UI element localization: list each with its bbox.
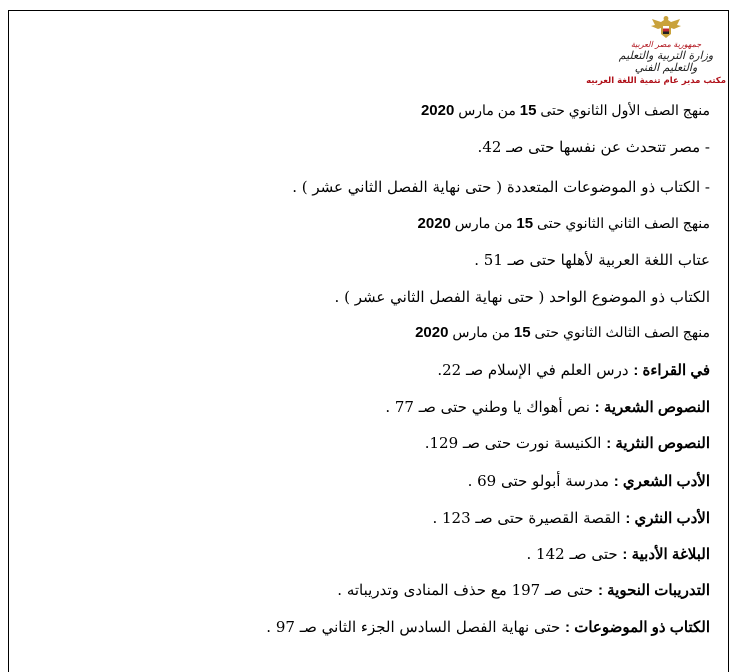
grade3-item-text: نص أهواك يا وطني حتى صـ 77 . xyxy=(385,398,590,416)
grade1-item-1: - مصر تتحدث عن نفسها حتى صـ 42. xyxy=(477,138,710,156)
grade3-year: 2020 xyxy=(415,324,449,341)
grade3-item-rhetoric xyxy=(526,545,710,563)
grade2-title-text: منهج الصف الثاني الثانوي حتى xyxy=(536,215,710,231)
grade1-title-text: منهج الصف الأول الثانوي حتى xyxy=(540,102,710,118)
grade3-item-poetry-texts xyxy=(385,398,710,416)
grade2-month: من مارس xyxy=(454,215,513,231)
grade1-month: من مارس xyxy=(458,102,516,118)
ministry-line-1: جمهورية مصر العربية xyxy=(630,40,702,49)
ministry-line-3: والتعليم الفني xyxy=(634,61,698,74)
grade3-item-label: في القراءة : xyxy=(633,362,710,379)
grade3-item-poetic-literature xyxy=(468,472,710,490)
grade2-day: 15 xyxy=(516,215,534,232)
grade1-day: 15 xyxy=(519,102,537,119)
grade1-title xyxy=(421,102,710,119)
grade3-item-prose-literature xyxy=(432,509,710,527)
grade1-item-2: - الكتاب ذو الموضوعات المتعددة ( حتى نهاية الفصل الثاني عشر ) . xyxy=(292,178,710,196)
grade3-item-reading xyxy=(437,361,710,379)
grade3-item-text: القصة القصيرة حتى صـ 123 . xyxy=(432,509,621,527)
grade3-item-label: الأدب الشعري : xyxy=(613,473,710,490)
ministry-line-2: وزارة التربية والتعليم xyxy=(618,49,714,62)
grade3-title-text: منهج الصف الثالث الثانوي حتى xyxy=(534,324,710,340)
grade3-item-text: حتى صـ 197 مع حذف المنادى وتدريباته . xyxy=(337,581,594,599)
grade3-item-label: الكتاب ذو الموضوعات : xyxy=(565,619,710,636)
grade3-month: من مارس xyxy=(452,324,511,340)
grade3-item-prose-texts xyxy=(425,434,710,452)
office-name: مكتب مدير عام تنمية اللغة العربيه xyxy=(586,76,726,86)
grade3-item-text: مدرسة أبولو حتى 69 . xyxy=(467,472,609,490)
grade1-year: 2020 xyxy=(420,102,455,119)
grade3-item-label: النصوص الشعرية : xyxy=(594,399,710,416)
grade3-item-topics-book xyxy=(266,618,710,636)
grade3-item-text: درس العلم في الإسلام صـ 22. xyxy=(437,361,629,379)
grade3-day: 15 xyxy=(513,324,531,341)
grade3-item-label: النصوص النثرية : xyxy=(606,435,710,452)
grade3-item-text: حتى نهاية الفصل السادس الجزء الثاني صـ 97 . xyxy=(266,618,561,636)
grade2-item-2: الكتاب ذو الموضوع الواحد ( حتى نهاية الفصل الثاني عشر ) . xyxy=(334,288,710,306)
grade2-item-1: عتاب اللغة العربية لأهلها حتى صـ 51 . xyxy=(474,251,710,269)
letterhead xyxy=(586,14,726,86)
grade3-title xyxy=(415,324,710,341)
grade2-year: 2020 xyxy=(417,215,451,232)
grade3-item-label: التدريبات النحوية : xyxy=(597,582,710,599)
grade3-item-text: حتى صـ 142 . xyxy=(526,545,618,563)
grade3-item-text: الكنيسة نورت حتى صـ 129. xyxy=(424,434,602,452)
grade3-item-label: البلاغة الأدبية : xyxy=(622,546,710,563)
grade2-title xyxy=(418,215,710,232)
eagle-emblem-icon xyxy=(649,14,683,40)
grade3-item-grammar xyxy=(337,581,710,599)
grade3-item-label: الأدب النثري : xyxy=(625,510,710,527)
